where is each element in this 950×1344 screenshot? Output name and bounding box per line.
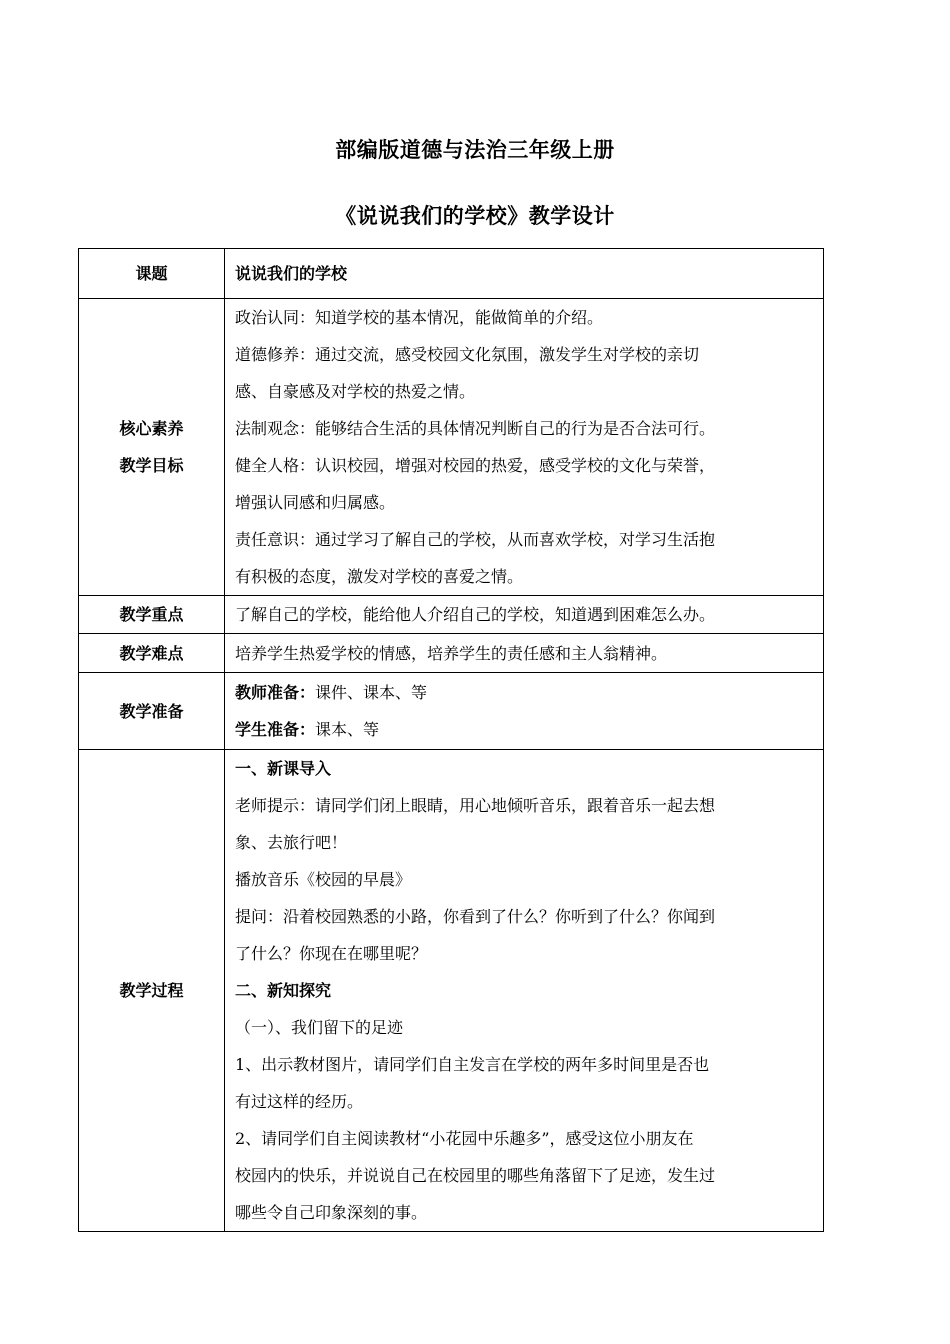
process-line: 有过这样的经历。 [235,1092,364,1111]
preparation-content [225,673,824,750]
table-row-process [79,750,824,1232]
table-row-key-points [79,596,824,634]
section-heading: 一、新课导入 [235,759,332,778]
key-points-label: 教学重点 [79,596,225,634]
process-line: 提问：沿着校园熟悉的小路，你看到了什么？你听到了什么？你闻到 [235,907,716,926]
goal-line: 增强认同感和归属感。 [235,493,396,512]
preparation-label: 教学准备 [79,673,225,750]
process-line: 哪些令自己印象深刻的事。 [235,1203,428,1222]
process-content [225,750,824,1232]
process-line: 1、出示教材图片，请同学们自主发言在学校的两年多时间里是否也 [235,1055,710,1074]
topic-label: 课题 [79,249,225,299]
process-line: 播放音乐《校园的早晨》 [235,870,412,889]
goals-label-line: 核心素养 [119,419,184,438]
process-label: 教学过程 [79,750,225,1232]
student-prep-line [235,711,813,748]
student-prep-value: 课本、等 [315,720,380,739]
lesson-plan-table [78,248,824,1232]
goal-line: 责任意识：通过学习了解自己的学校，从而喜欢学校，对学习生活抱 [235,530,716,549]
student-prep-label: 学生准备： [235,720,316,739]
topic-value: 说说我们的学校 [225,249,824,299]
table-row-preparation [79,673,824,750]
goal-line: 健全人格：认识校园，增强对校园的热爱，感受学校的文化与荣誉， [235,456,716,475]
goal-line: 政治认同：知道学校的基本情况，能做简单的介绍。 [235,308,604,327]
teacher-prep-line [235,674,813,711]
goals-content [225,299,824,596]
table-row-topic [79,249,824,299]
goals-label-line: 教学目标 [119,456,184,475]
process-line: 了什么？你现在在哪里呢？ [235,944,428,963]
process-line: 校园内的快乐，并说说自己在校园里的哪些角落留下了足迹，发生过 [235,1166,716,1185]
teacher-prep-value: 课件、课本、等 [315,683,428,702]
process-line: 老师提示：请同学们闭上眼睛，用心地倾听音乐，跟着音乐一起去想 [235,796,716,815]
goal-line: 感、自豪感及对学校的热爱之情。 [235,382,476,401]
document-subtitle: 《说说我们的学校》教学设计 [335,204,615,228]
goal-line: 有积极的态度，激发对学校的喜爱之情。 [235,567,524,586]
table-row-difficulties [79,634,824,673]
difficulties-value: 培养学生热爱学校的情感，培养学生的责任感和主人翁精神。 [225,634,824,673]
document-title: 部编版道德与法治三年级上册 [335,138,615,162]
teacher-prep-label: 教师准备： [235,683,316,702]
goals-label-cell [79,299,225,596]
process-line: 象、去旅行吧！ [235,833,348,852]
process-line: 2、请同学们自主阅读教材“小花园中乐趣多”，感受这位小朋友在 [235,1129,694,1148]
key-points-value: 了解自己的学校，能给他人介绍自己的学校，知道遇到困难怎么办。 [225,596,824,634]
goal-line: 道德修养：通过交流，感受校园文化氛围，激发学生对学校的亲切 [235,345,700,364]
process-line: （一）、我们留下的足迹 [235,1018,404,1037]
goal-line: 法制观念：能够结合生活的具体情况判断自己的行为是否合法可行。 [235,419,716,438]
difficulties-label: 教学难点 [79,634,225,673]
section-heading: 二、新知探究 [235,981,332,1000]
table-row-goals [79,299,824,596]
